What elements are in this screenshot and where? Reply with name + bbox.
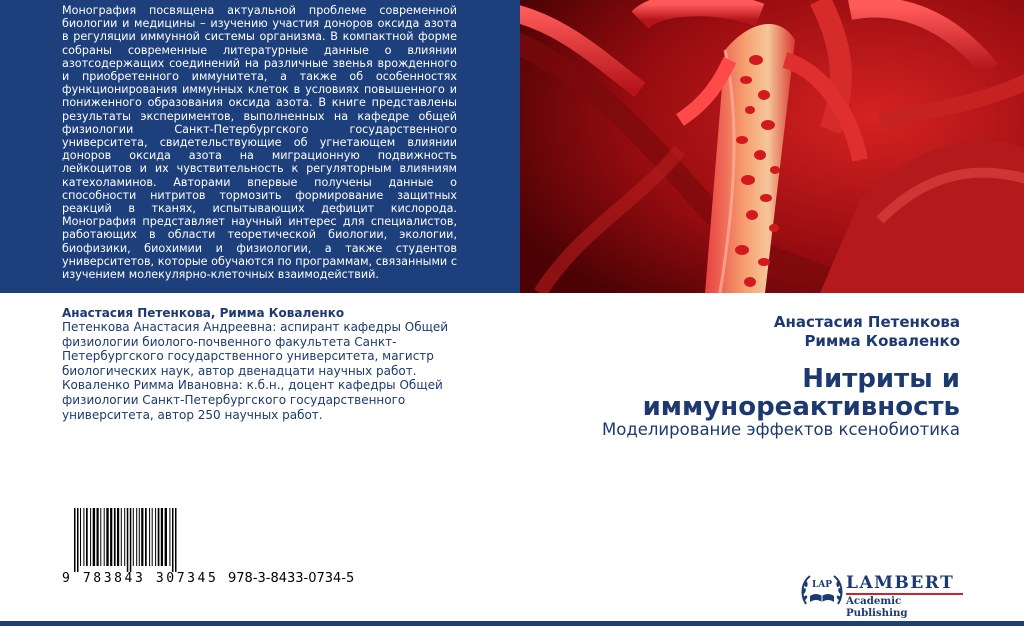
barcode-bar — [97, 508, 99, 566]
barcode-bar — [127, 508, 129, 572]
cover-author-1: Анастасия Петенкова — [773, 313, 960, 331]
open-book-laurel-icon — [800, 570, 844, 608]
barcode-bar — [121, 508, 122, 566]
isbn: 978-3-8433-0734-5 — [228, 571, 355, 586]
book-title — [643, 365, 960, 421]
barcode-bar — [172, 508, 174, 572]
barcode-bar — [141, 508, 143, 566]
barcode-bar — [130, 508, 132, 572]
barcode-bar — [136, 508, 137, 566]
barcode-bar — [93, 508, 95, 566]
cover-author-2: Римма Коваленко — [804, 332, 960, 350]
cover-authors — [774, 313, 960, 351]
publisher-logo-mark: LAP — [811, 580, 833, 590]
barcode-bar — [152, 508, 153, 566]
barcode-bar — [169, 508, 170, 566]
book-title-line-2: иммунореактивность — [642, 392, 960, 422]
barcode-bar — [124, 508, 125, 566]
barcode-bar — [100, 508, 101, 566]
barcode-bar — [133, 508, 134, 566]
barcode-bar — [74, 508, 76, 572]
barcode-bar — [106, 508, 108, 566]
back-authors-line: Анастасия Петенкова, Римма Коваленко — [62, 306, 345, 320]
blood-vessel-illustration — [520, 0, 1024, 293]
barcode-bar — [165, 508, 167, 566]
publisher-tagline: Academic Publishing — [846, 595, 908, 619]
barcode-bar — [161, 508, 163, 566]
barcode-bar — [83, 508, 84, 566]
barcode-bar — [110, 508, 112, 566]
bottom-stripe — [0, 621, 1024, 626]
barcode-bar — [80, 508, 81, 566]
barcode-digits: 9 783843 307345 — [62, 571, 219, 586]
book-title-line-1: Нитриты и — [802, 364, 960, 394]
barcode-bar — [139, 508, 140, 566]
barcode-bar — [77, 508, 79, 572]
barcode-bar — [145, 508, 147, 566]
blood-vessel-icon — [520, 0, 1024, 293]
annotation-text: Монография посвящена актуальной проблеме современной биологии и медицины – изучению участия доноров оксида азота в регуляции иммунной системы организма. В компактной форме собраны современные литературные данные о влиянии азотсодержащих соединений на различные звенья врожденного и приобретенного иммунитета, а также об особенностях функционирования иммунных клеток в условиях повышенного и пониженного образования оксида азота. В книге представлены результаты экспериментов, выполненных на кафедре общей физиологии Санкт-Петербургского государственного университета, свидетельствующие об угнетающем влиянии доноров оксида азота на миграционную подвижность лейкоцитов и их чувствительность к регуляторным влияниям катехоламинов. Авторами впервые получены данные о способности нитритов тормозить формирование защитных реакций в тканях, испытывающих дефицит кислорода. Монография представляет научный интерес для специалистов, работающих в области теоретической биологии, экологии, биофизики, биохимии и физиологии, а также студентов университетов, которые обучаются по программам, связанными с изучением молекулярно-клеточных взаимодействий. — [62, 4, 457, 282]
barcode-bar — [86, 508, 88, 566]
barcode-bar — [114, 508, 116, 566]
back-cover-panel — [0, 0, 520, 293]
barcode — [74, 508, 210, 572]
publisher-name: LAMBERT — [846, 573, 955, 593]
barcode-bar — [90, 508, 91, 566]
barcode-bar — [149, 508, 150, 566]
barcode-bar — [104, 508, 105, 566]
author-bio: Петенкова Анастасия Андреевна: аспирант кафедры Общей физиологии биолого-почвенного факультета Санкт-Петербургского государственного университета, магистр биологических наук, автор двенадцати научных работ. Коваленко Римма Ивановна: к.б.н., доцент кафедры Общей физиологии Санкт-Петербургского государственного университета, автор 250 научных работ. — [62, 320, 449, 422]
publisher-logo — [800, 570, 965, 619]
barcode-bar — [117, 508, 119, 566]
barcode-bar — [158, 508, 160, 566]
barcode-bar — [155, 508, 156, 566]
book-subtitle: Моделирование эффектов ксенобиотика — [601, 420, 960, 439]
barcode-bar — [175, 508, 177, 572]
back-authors — [62, 306, 344, 320]
